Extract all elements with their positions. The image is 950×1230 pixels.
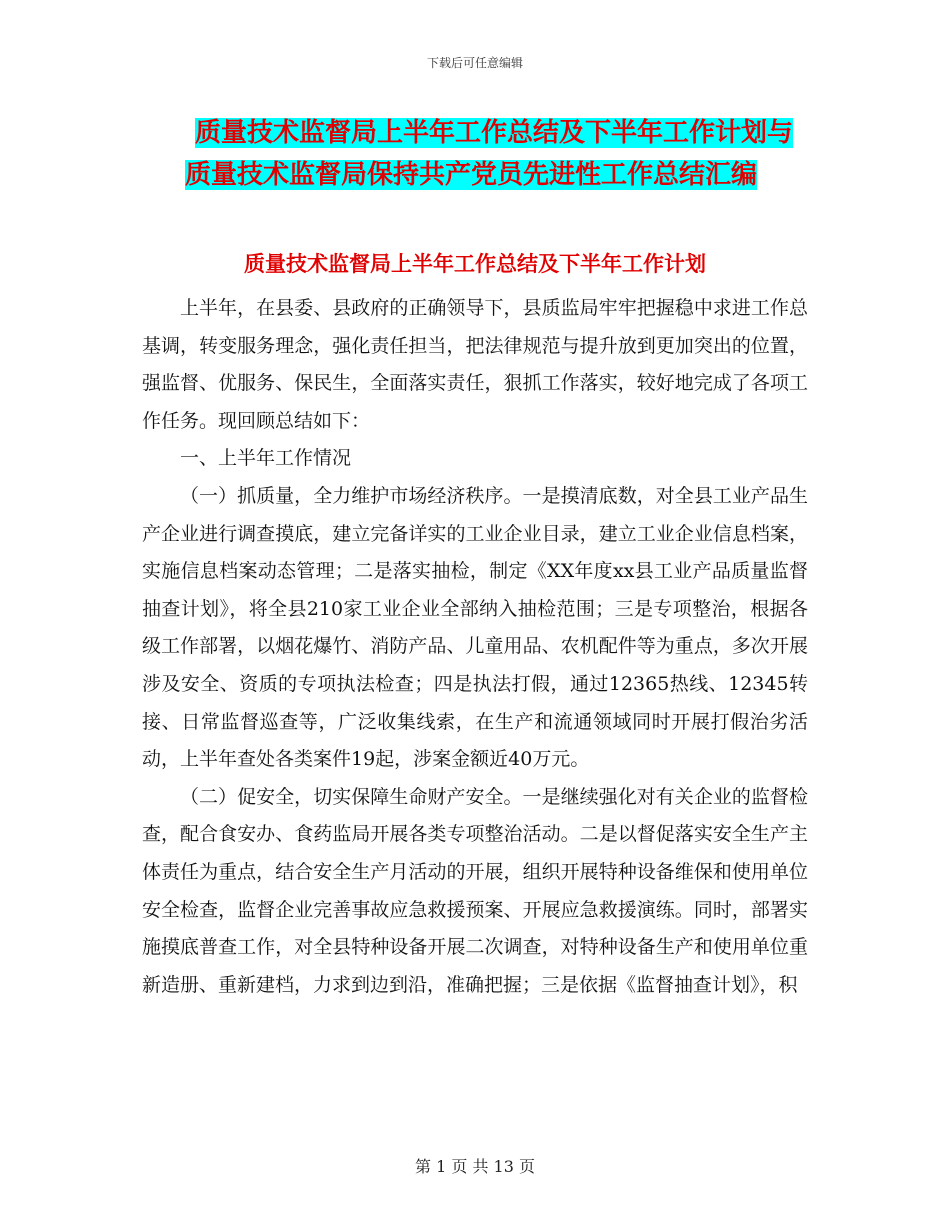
paragraph-intro: 上半年，在县委、县政府的正确领导下，县质监局牢牢把握稳中求进工作总基调，转变服务理念，强化责任担当，把法律规范与提升放到更加突出的位置，强监督、优服务、保民生，全面落实责任，狠抓工作落实，较好地完成了各项工作任务。现回顾总结如下： [142,297,808,432]
paragraph-quality: （一）抓质量，全力维护市场经济秩序。一是摸清底数，对全县工业产品生产企业进行调查摸底，建立完备详实的工业企业目录，建立工业企业信息档案，实施信息档案动态管理；二是落实抽检，制定《XX年度xx县工业产品质量监督抽查计划》，将全县210家工业企业全部纳入抽检范围；三是专项整治，根据各级工作部署，以烟花爆竹、消防产品、儿童用品、农机配件等为重点，多次开展涉及安全、资质的专项执法检查；四是执法打假，通过12365热线、12345转接、日常监督巡查等，广泛收集线索，在生产和流通领域同时开展打假治劣活动，上半年查处各类案件19起，涉案金额近40万元。 [142,484,808,771]
header-note: 下载后可任意编辑 [426,56,523,70]
heading-first-half-work: 一、上半年工作情况 [180,447,352,470]
document-title [120,112,840,196]
title-line-1-text: 质量技术监督局上半年工作总结及下半年工作计划与 [195,118,794,148]
title-line-2 [120,154,840,196]
title-line-2-text: 质量技术监督局保持共产党员先进性工作总结汇编 [185,160,758,190]
body-text [142,290,808,1004]
paragraph-safety: （二）促安全，切实保障生命财产安全。一是继续强化对有关企业的监督检查，配合食安办、食药监局开展各类专项整治活动。二是以督促落实安全生产主体责任为重点，结合安全生产月活动的开展，组织开展特种设备维保和使用单位安全检查，监督企业完善事故应急救援预案、开展应急救援演练。同时，部署实施摸底普查工作，对全县特种设备开展二次调查，对特种设备生产和使用单位重新造册、重新建档，力求到边到沿，准确把握；三是依据《监督抽查计划》，积 [142,785,808,996]
page-number-footer: 第 1 页 共 13 页 [415,1157,535,1176]
title-line-1 [120,112,840,154]
section-title: 质量技术监督局上半年工作总结及下半年工作计划 [244,252,706,276]
